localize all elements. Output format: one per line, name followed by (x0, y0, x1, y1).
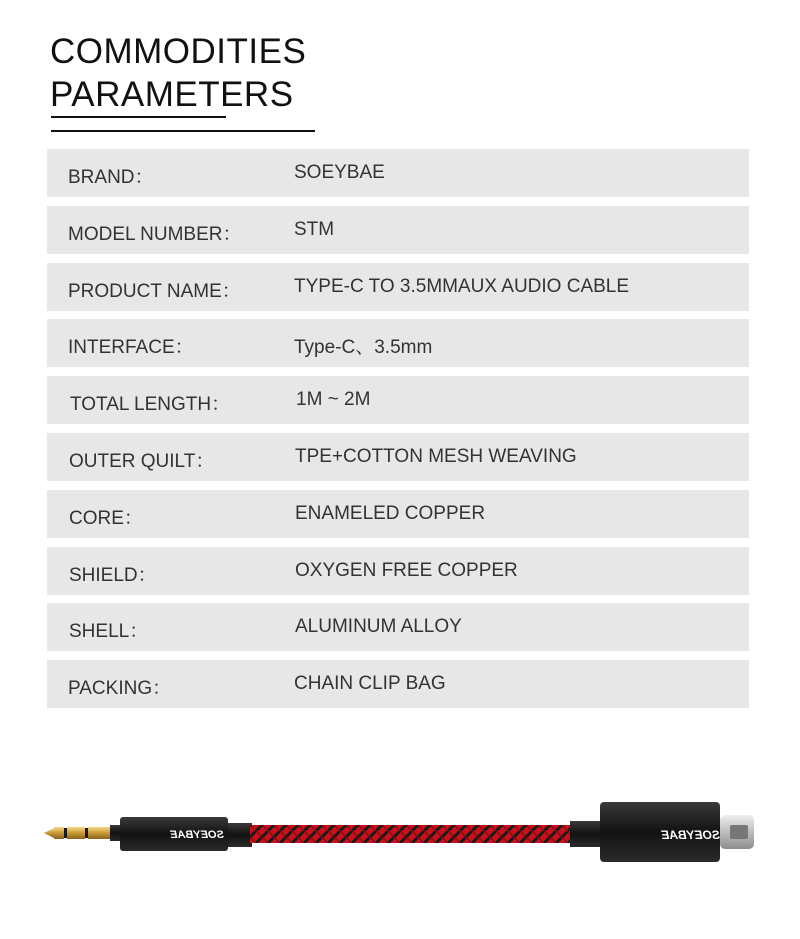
param-value: Type-C、3.5mm (294, 337, 433, 359)
param-value: ALUMINUM ALLOY (295, 616, 462, 638)
param-label: TOTAL LENGTH： (70, 394, 231, 416)
param-row-shell (47, 603, 749, 651)
param-row-product-name (47, 263, 749, 311)
type-c-housing-logo: SOEYBAE (661, 828, 720, 842)
param-row-total-length (47, 376, 749, 424)
param-label: INTERFACE： (68, 337, 194, 359)
product-cable-image (40, 795, 760, 875)
param-row-model-number (47, 206, 749, 254)
aux-housing (120, 817, 252, 851)
param-value: TYPE-C TO 3.5MMAUX AUDIO CABLE (294, 275, 630, 297)
param-label: CORE： (69, 507, 143, 529)
heading-line-1: COMMODITIES (50, 32, 307, 71)
heading-underline-short (51, 116, 226, 118)
param-label: MODEL NUMBER： (68, 223, 242, 245)
param-row-shield (47, 547, 749, 595)
param-value: CHAIN CLIP BAG (294, 673, 446, 695)
heading-underline-long (51, 130, 315, 132)
param-value: OXYGEN FREE COPPER (295, 559, 518, 581)
param-row-outer-quilt (47, 433, 749, 481)
param-label: OUTER QUILT： (69, 450, 215, 472)
param-row-packing (47, 660, 749, 708)
param-value: STM (294, 218, 335, 240)
type-c-plug (720, 815, 754, 849)
braided-cable (250, 825, 572, 843)
type-c-housing (570, 802, 720, 862)
param-value: 1M ~ 2M (296, 389, 371, 411)
param-label: PACKING： (68, 678, 172, 700)
param-label: SHIELD： (69, 564, 157, 586)
param-row-brand (47, 149, 749, 197)
aux-plug (44, 825, 122, 841)
param-label: BRAND： (68, 167, 154, 188)
section-heading (50, 30, 306, 116)
param-row-core (47, 490, 749, 538)
param-label: SHELL： (69, 621, 149, 643)
param-value: TPE+COTTON MESH WEAVING (295, 445, 577, 467)
param-label: PRODUCT NAME： (68, 280, 241, 302)
param-value: SOEYBAE (294, 162, 385, 183)
param-row-interface (47, 319, 749, 367)
heading-line-2: PARAMETERS (50, 75, 294, 114)
param-value: ENAMELED COPPER (295, 502, 486, 524)
parameters-table (47, 149, 749, 717)
aux-housing-logo: SOEYBAE (170, 829, 224, 841)
